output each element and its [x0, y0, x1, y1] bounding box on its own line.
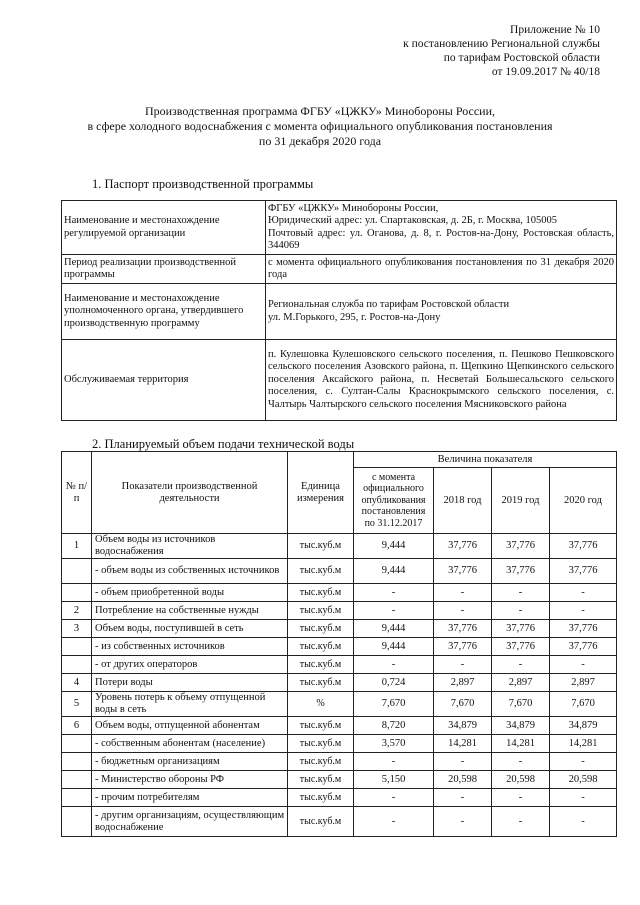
table-row	[62, 620, 617, 638]
row-value-2019: 14,281	[492, 735, 550, 753]
passport-value	[266, 255, 617, 284]
row-value-initial: 9,444	[354, 534, 434, 559]
row-value-2018: 14,281	[434, 735, 492, 753]
header-year-2019: 2019 год	[492, 468, 550, 534]
row-value-initial: 5,150	[354, 771, 434, 789]
row-value-2018: -	[434, 656, 492, 674]
row-value-2018: -	[434, 807, 492, 837]
row-value-initial: 7,670	[354, 692, 434, 717]
row-value-initial: -	[354, 602, 434, 620]
table-row	[62, 674, 617, 692]
row-value-initial: 9,444	[354, 638, 434, 656]
passport-value	[266, 340, 617, 421]
row-indicator: Объем воды, отпущенной абонентам	[92, 717, 288, 735]
row-unit: тыс.куб.м	[288, 789, 354, 807]
row-value-2018: 2,897	[434, 674, 492, 692]
row-number: 1	[62, 534, 92, 559]
row-value-initial: -	[354, 656, 434, 674]
row-unit: тыс.куб.м	[288, 771, 354, 789]
passport-table	[61, 200, 617, 421]
row-unit: тыс.куб.м	[288, 602, 354, 620]
table-row	[62, 753, 617, 771]
row-number: 5	[62, 692, 92, 717]
header-year-2018: 2018 год	[434, 468, 492, 534]
header-num: № п/п	[62, 452, 92, 534]
passport-value-line: Почтовый адрес: ул. Оганова, д. 8, г. Ростов-на-Дону, Ростовская область, 344069	[268, 227, 614, 251]
table-row	[62, 717, 617, 735]
header-value-group: Величина показателя	[354, 452, 617, 468]
passport-label: Наименование и местонахождение уполномоченного органа, утвердившего производственную программу	[62, 284, 266, 340]
row-value-2019: 7,670	[492, 692, 550, 717]
passport-value-line: с момента официального опубликования постановления по 31 декабря 2020 года	[268, 256, 614, 280]
title-line: по 31 декабря 2020 года	[258, 134, 382, 148]
row-unit: тыс.куб.м	[288, 534, 354, 559]
row-value-2018: 34,879	[434, 717, 492, 735]
table-row	[62, 602, 617, 620]
row-value-2019: -	[492, 789, 550, 807]
row-value-2019: 37,776	[492, 620, 550, 638]
row-indicator: - из собственных источников	[92, 638, 288, 656]
row-value-2020: -	[550, 753, 617, 771]
row-number	[62, 559, 92, 584]
table-row	[62, 789, 617, 807]
row-value-initial: 9,444	[354, 620, 434, 638]
annex-line: от 19.09.2017 № 40/18	[491, 66, 600, 78]
row-value-2018: 20,598	[434, 771, 492, 789]
row-unit: тыс.куб.м	[288, 807, 354, 837]
row-value-2019: 37,776	[492, 534, 550, 559]
row-number	[62, 656, 92, 674]
row-indicator: - прочим потребителям	[92, 789, 288, 807]
row-number	[62, 753, 92, 771]
table-row	[62, 735, 617, 753]
row-unit: тыс.куб.м	[288, 735, 354, 753]
table-row	[62, 771, 617, 789]
table-row	[62, 559, 617, 584]
row-value-initial: 9,444	[354, 559, 434, 584]
row-value-2019: 20,598	[492, 771, 550, 789]
row-value-2019: 37,776	[492, 638, 550, 656]
title-line: в сфере холодного водоснабжения с момента официального опубликования постановления	[87, 119, 553, 133]
row-value-2020: 37,776	[550, 534, 617, 559]
passport-value	[266, 201, 617, 255]
row-number: 4	[62, 674, 92, 692]
passport-row	[62, 284, 617, 340]
row-value-2018: -	[434, 789, 492, 807]
row-value-2020: 37,776	[550, 620, 617, 638]
row-value-2020: -	[550, 602, 617, 620]
row-value-2019: 34,879	[492, 717, 550, 735]
section-2-heading: 2. Планируемый объем подачи технической воды	[92, 437, 355, 451]
row-value-2019: -	[492, 807, 550, 837]
row-number	[62, 771, 92, 789]
table-row	[62, 638, 617, 656]
row-unit: тыс.куб.м	[288, 717, 354, 735]
annex-reference	[403, 23, 600, 79]
passport-row	[62, 340, 617, 421]
row-number	[62, 807, 92, 837]
passport-label: Период реализации производственной программы	[62, 255, 266, 284]
row-indicator: - другим организациям, осуществляющим водоснабжение	[92, 807, 288, 837]
passport-value-line: п. Кулешовка Кулешовского сельского поселения, п. Пешково Пешковского сельского поселения Азовского района, п. Щепкино Щепкинского сельского поселения Аксайского района, п. Несветай Большесальского сельского поселения, с. Султан-Салы Краснокрымского сельского поселения, с. Чалтырь Чалтырского сельского поселения Мясниковского района	[268, 348, 614, 410]
passport-value-line: Юридический адрес: ул. Спартаковская, д. 2Б, г. Москва, 105005	[268, 215, 558, 226]
table-row	[62, 534, 617, 559]
row-indicator: Потери воды	[92, 674, 288, 692]
row-number: 3	[62, 620, 92, 638]
row-unit: тыс.куб.м	[288, 656, 354, 674]
header-row	[62, 452, 617, 468]
row-number	[62, 789, 92, 807]
row-unit: тыс.куб.м	[288, 559, 354, 584]
row-value-2018: 37,776	[434, 559, 492, 584]
table-row	[62, 656, 617, 674]
section-1-heading: 1. Паспорт производственной программы	[92, 177, 314, 191]
row-value-2019: -	[492, 753, 550, 771]
row-indicator: - Министерство обороны РФ	[92, 771, 288, 789]
passport-label: Наименование и местонахождение регулируемой организации	[62, 201, 266, 255]
row-indicator: - объем воды из собственных источников	[92, 559, 288, 584]
row-indicator: Уровень потерь к объему отпущенной воды в сеть	[92, 692, 288, 717]
passport-row	[62, 201, 617, 255]
header-year-2020: 2020 год	[550, 468, 617, 534]
title-line: Производственная программа ФГБУ «ЦЖКУ» Минобороны России,	[144, 104, 496, 118]
row-value-initial: 8,720	[354, 717, 434, 735]
row-value-initial: 3,570	[354, 735, 434, 753]
row-value-initial: -	[354, 584, 434, 602]
row-value-2018: 37,776	[434, 620, 492, 638]
row-indicator: Потребление на собственные нужды	[92, 602, 288, 620]
row-number: 6	[62, 717, 92, 735]
row-value-2019: -	[492, 584, 550, 602]
row-value-2020: -	[550, 807, 617, 837]
row-number	[62, 584, 92, 602]
row-unit: %	[288, 692, 354, 717]
row-value-initial: -	[354, 753, 434, 771]
row-value-2018: -	[434, 584, 492, 602]
passport-value-line: ул. М.Горького, 295, г. Ростов-на-Дону	[268, 311, 441, 323]
row-value-2019: -	[492, 656, 550, 674]
passport-value-line: Региональная служба по тарифам Ростовской области	[268, 299, 510, 310]
row-indicator: - от других операторов	[92, 656, 288, 674]
row-value-initial: 0,724	[354, 674, 434, 692]
row-unit: тыс.куб.м	[288, 674, 354, 692]
passport-value	[266, 284, 617, 340]
row-value-2020: 7,670	[550, 692, 617, 717]
header-unit: Единица измерения	[288, 452, 354, 534]
row-indicator: - бюджетным организациям	[92, 753, 288, 771]
row-value-2020: 37,776	[550, 638, 617, 656]
row-value-initial: -	[354, 789, 434, 807]
row-number	[62, 638, 92, 656]
water-volume-table	[61, 451, 617, 837]
passport-value-line: ФГБУ «ЦЖКУ» Минобороны России,	[268, 202, 439, 214]
table-row	[62, 692, 617, 717]
header-period-initial: с момента официального опубликования постановления по 31.12.2017	[354, 468, 434, 534]
row-value-2020: -	[550, 584, 617, 602]
table-row	[62, 584, 617, 602]
row-unit: тыс.куб.м	[288, 620, 354, 638]
row-value-2018: -	[434, 602, 492, 620]
row-value-2020: 2,897	[550, 674, 617, 692]
row-value-2018: -	[434, 753, 492, 771]
passport-row	[62, 255, 617, 284]
row-value-2020: 20,598	[550, 771, 617, 789]
row-unit: тыс.куб.м	[288, 638, 354, 656]
annex-line: Приложение № 10	[510, 24, 600, 36]
row-unit: тыс.куб.м	[288, 584, 354, 602]
row-indicator: - собственным абонентам (население)	[92, 735, 288, 753]
row-indicator: - объем приобретенной воды	[92, 584, 288, 602]
passport-label: Обслуживаемая территория	[62, 340, 266, 421]
row-value-2020: 14,281	[550, 735, 617, 753]
row-indicator: Объем воды из источников водоснабжения	[92, 534, 288, 559]
row-value-2018: 37,776	[434, 534, 492, 559]
row-value-2018: 37,776	[434, 638, 492, 656]
row-number: 2	[62, 602, 92, 620]
row-value-2020: 34,879	[550, 717, 617, 735]
row-value-2019: 37,776	[492, 559, 550, 584]
row-value-2019: -	[492, 602, 550, 620]
row-value-2020: -	[550, 789, 617, 807]
document-title	[40, 104, 600, 149]
row-indicator: Объем воды, поступившей в сеть	[92, 620, 288, 638]
row-value-2020: 37,776	[550, 559, 617, 584]
annex-line: по тарифам Ростовской области	[443, 52, 600, 64]
row-value-2018: 7,670	[434, 692, 492, 717]
row-value-2019: 2,897	[492, 674, 550, 692]
table-row	[62, 807, 617, 837]
header-indicator: Показатели производственной деятельности	[92, 452, 288, 534]
row-value-2020: -	[550, 656, 617, 674]
row-number	[62, 735, 92, 753]
annex-line: к постановлению Региональной службы	[403, 38, 600, 50]
row-value-initial: -	[354, 807, 434, 837]
row-unit: тыс.куб.м	[288, 753, 354, 771]
